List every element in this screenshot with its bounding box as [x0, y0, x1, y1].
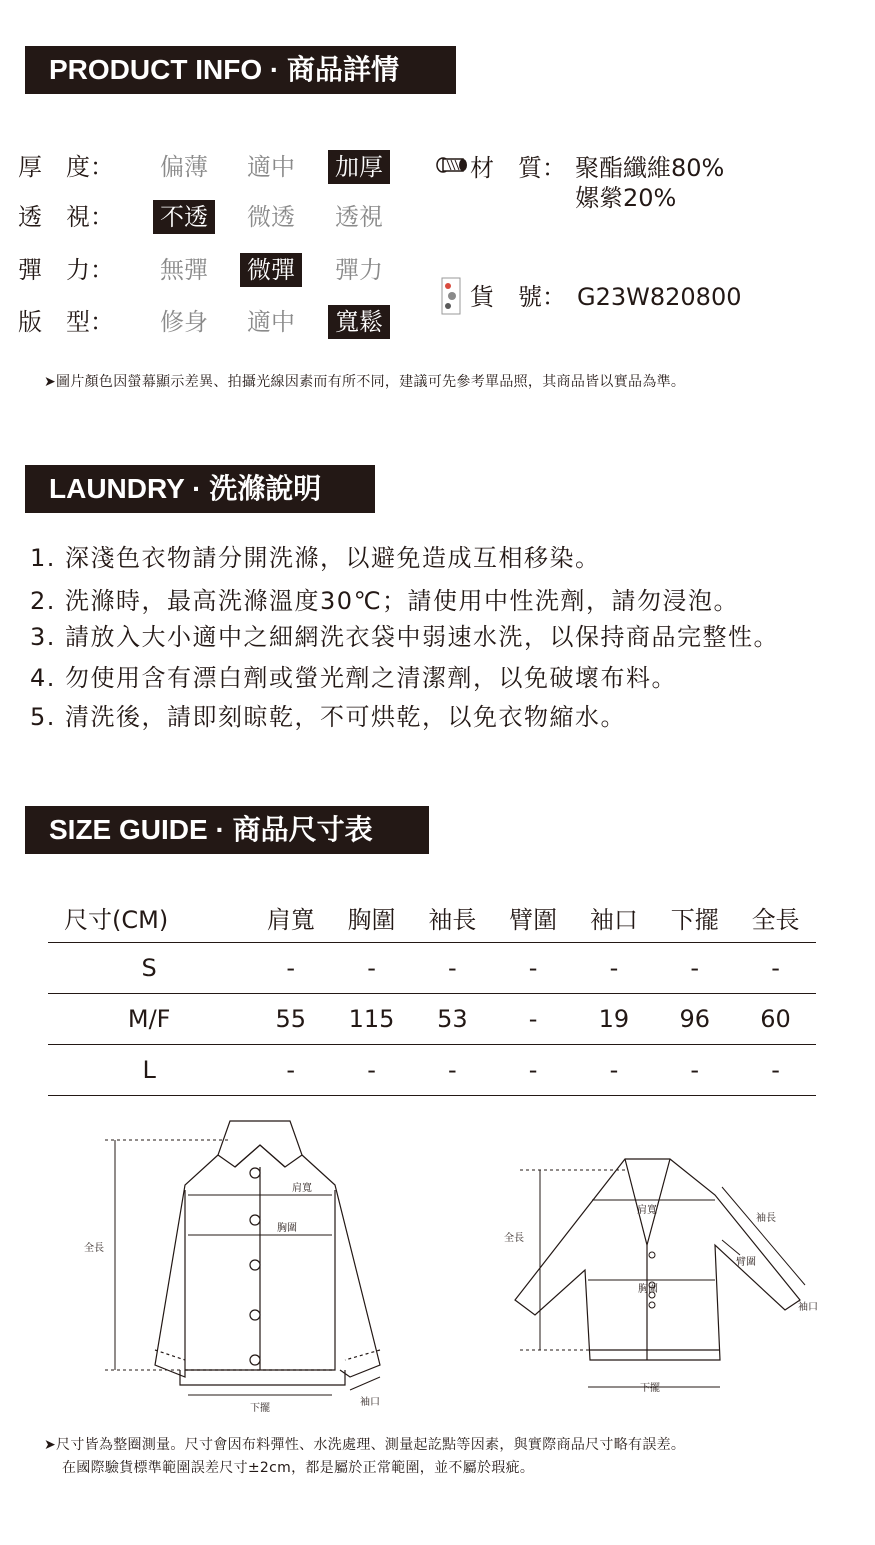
attribute-option-selected: 不透	[153, 200, 215, 234]
diagram-label-shoulder: 肩寬	[292, 1183, 312, 1194]
attribute-option: 偏薄	[160, 153, 208, 181]
table-cell: 53	[412, 994, 493, 1045]
size-cell: S	[48, 943, 250, 994]
diagram-label-shoulder: 肩寬	[637, 1205, 657, 1216]
item-number-label: 貨 號：	[470, 283, 566, 311]
column-header: 肩寬	[266, 905, 315, 934]
attribute-option: 無彈	[160, 256, 208, 284]
attribute-option-selected: 加厚	[328, 150, 390, 184]
jacket-measurement-diagram	[80, 1115, 400, 1420]
tag-icon	[440, 276, 464, 316]
table-cell: -	[412, 943, 493, 994]
color-disclaimer: ➤圖片顏色因螢幕顯示差異、拍攝光線因素而有所不同，建議可先參考單品照，其商品皆以實品為準。	[44, 374, 686, 390]
size-note-2: 在國際驗貨標準範圍誤差尺寸±2cm，都是屬於正常範圍，並不屬於瑕疵。	[62, 1460, 535, 1476]
table-cell: -	[331, 943, 412, 994]
size-guide-header: SIZE GUIDE · 商品尺寸表	[25, 806, 429, 854]
laundry-item: 1. 深淺色衣物請分開洗滌，以避免造成互相移染。	[30, 544, 601, 572]
table-cell: -	[654, 1045, 735, 1096]
size-cell: L	[48, 1045, 250, 1096]
table-cell: -	[412, 1045, 493, 1096]
column-header: 袖口	[589, 905, 638, 934]
size-cell: M/F	[48, 994, 250, 1045]
material-value-2: 嫘縈20%	[575, 184, 677, 212]
size-note-1: ➤尺寸皆為整圈測量。尺寸會因布料彈性、水洗處理、測量起訖點等因素，與實際商品尺寸略有誤差。	[44, 1437, 686, 1453]
table-cell: 55	[250, 994, 331, 1045]
diagram-label-sleeve: 袖長	[756, 1213, 776, 1224]
laundry-item: 5. 清洗後，請即刻晾乾，不可烘乾，以免衣物縮水。	[30, 703, 627, 731]
table-cell: -	[493, 1045, 574, 1096]
attribute-option: 彈力	[335, 256, 383, 284]
table-cell: 19	[574, 994, 655, 1045]
table-cell: -	[331, 1045, 412, 1096]
diagram-label-length: 全長	[504, 1233, 524, 1244]
attribute-option: 微透	[247, 203, 295, 231]
diagram-label-cuff: 袖口	[360, 1397, 380, 1408]
table-row	[48, 943, 816, 994]
item-number-value: G23W820800	[577, 283, 742, 311]
table-cell: -	[493, 994, 574, 1045]
table-cell: -	[250, 943, 331, 994]
attribute-option: 透視	[335, 203, 383, 231]
laundry-item: 3. 請放入大小適中之細網洗衣袋中弱速水洗，以保持商品完整性。	[30, 623, 780, 651]
table-cell: -	[574, 943, 655, 994]
diagram-label-hem: 下擺	[640, 1383, 660, 1394]
attribute-label: 彈 力：	[18, 256, 114, 284]
diagram-label-length: 全長	[84, 1243, 104, 1254]
attribute-label: 版 型：	[18, 308, 114, 336]
laundry-header: LAUNDRY · 洗滌說明	[25, 465, 375, 513]
attribute-option-selected: 寬鬆	[328, 305, 390, 339]
table-cell: -	[574, 1045, 655, 1096]
cardigan-measurement-diagram	[500, 1155, 830, 1400]
attribute-option-selected: 微彈	[240, 253, 302, 287]
diagram-label-arm: 臂圍	[736, 1257, 756, 1268]
table-cell: -	[735, 943, 816, 994]
table-cell: 60	[735, 994, 816, 1045]
table-cell: -	[654, 943, 735, 994]
table-cell: -	[735, 1045, 816, 1096]
column-header: 胸圍	[347, 905, 396, 934]
attribute-option: 適中	[247, 153, 295, 181]
attribute-label: 透 視：	[18, 203, 114, 231]
table-row	[48, 1045, 816, 1096]
size-table	[48, 892, 816, 1096]
diagram-label-hem: 下擺	[250, 1403, 270, 1414]
table-cell: -	[250, 1045, 331, 1096]
column-header: 尺寸(CM)	[64, 905, 169, 934]
column-header: 袖長	[428, 905, 477, 934]
laundry-item: 4. 勿使用含有漂白劑或螢光劑之清潔劑，以免破壞布料。	[30, 664, 678, 692]
laundry-item: 2. 洗滌時，最高洗滌溫度30℃；請使用中性洗劑，請勿浸泡。	[30, 587, 740, 615]
column-header: 全長	[751, 905, 800, 934]
diagram-label-cuff: 袖口	[798, 1302, 818, 1313]
diagram-label-chest: 胸圍	[277, 1223, 297, 1234]
table-cell: 115	[331, 994, 412, 1045]
table-cell: -	[493, 943, 574, 994]
product-info-header: PRODUCT INFO · 商品詳情	[25, 46, 456, 94]
material-value-1: 聚酯纖維80%	[575, 154, 725, 182]
size-table-header-row	[48, 892, 816, 943]
attribute-option: 修身	[160, 308, 208, 336]
table-cell: 96	[654, 994, 735, 1045]
column-header: 下擺	[670, 905, 719, 934]
thread-spool-icon	[435, 154, 471, 176]
diagram-label-chest: 胸圍	[638, 1284, 658, 1295]
table-row	[48, 994, 816, 1045]
attribute-option: 適中	[247, 308, 295, 336]
attribute-label: 厚 度：	[18, 153, 114, 181]
column-header: 臂圍	[509, 905, 558, 934]
material-label: 材 質：	[470, 154, 566, 182]
